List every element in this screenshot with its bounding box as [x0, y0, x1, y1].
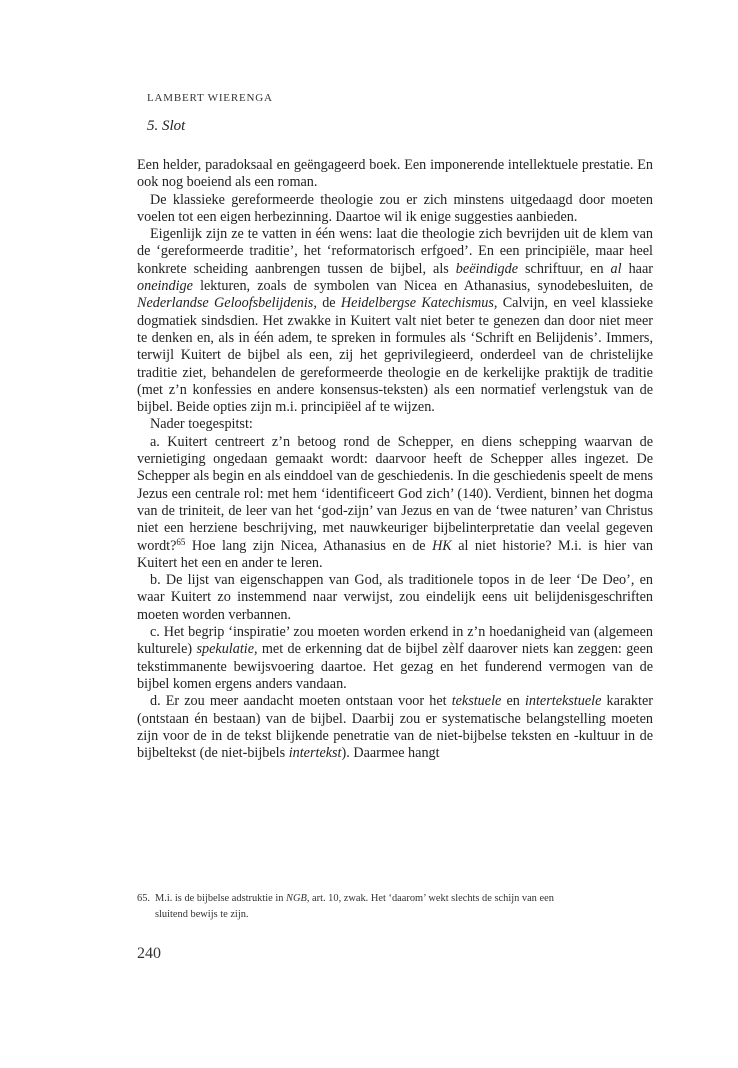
paragraph-intro: Een helder, paradoksaal en geëngageerd boek. Een imponerende intellektuele prestatie. En ook nog boeiend als een roman. [137, 157, 653, 191]
paragraph-point-a: a. Kuitert centreert z’n betoog rond de Schepper, en diens schepping waarvan de vernietiging ongedaan gemaakt wordt: daarvoor heeft de Schepper alles ingezet. De Schepper als begin en als einddoel van de geschiedenis. In die geschiedenis speelt de mens Jezus een centrale rol: met hem ‘identificeert God zich’ (140). Verdient, binnen het dogma van de triniteit, de leer van het ‘god-zijn’ van Jezus en van de ‘twee naturen’ van Christus niet een herziene beschrijving, met nauwkeuriger bijbelinterpretatie dan veelal gegeven wordt?$^{65}$ Hoe lang zijn Nicea, Athanasius en de HK al niet historie? M.i. is hier van Kuitert het een en ander te leren. [137, 433, 653, 571]
paragraph-wish: Eigenlijk zijn ze te vatten in één wens: laat die theologie zich bevrijden uit de klem van de ‘gereformeerde traditie’, het ‘reformatorisch erfgoed’. En een principiële, maar heel konkrete scheiding aanbrengen tussen de bijbel, als beëindigde schriftuur, en al haar oneindige lekturen, zoals de symbolen van Nicea en Athanasius, synodebesluiten, de Nederlandse Geloofsbelijdenis, de Heidelbergse Katechismus, Calvijn, en veel klassieke dogmatiek sindsdien. Het zwakke in Kuitert valt niet beter te genezen dan door niet meer te denken en, als in één adem, te spreken in formules als ‘Schrift en Belijdenis’. Immers, terwijl Kuitert de bijbel als een, zij het geprivilegieerd, onderdeel van de christelijke traditie ziet, behandelen de gereformeerde theologie en de kerkelijke praktijk de traditie (met z’n konfessies en andere konsensus-teksten) als een normatief verlengstuk van de bijbel. Beide opties zijn m.i. principiëel af te wijzen. [137, 226, 653, 416]
page-number: 240 [137, 945, 161, 962]
paragraph-nader: Nader toegespitst: [150, 416, 253, 433]
section-number: 5. [147, 118, 159, 134]
footnote: 65. M.i. is de bijbelse adstruktie in NGB, art. 10, zwak. Het ‘daarom’ wekt slechts de schijn van een sluitend bewijs te zijn. [137, 891, 653, 922]
footnote-number: 65. [137, 893, 150, 904]
footnote-line-2: sluitend bewijs te zijn. [155, 908, 249, 920]
paragraph-point-c: c. Het begrip ‘inspiratie’ zou moeten worden erkend in z’n hoedanigheid van (algemeen kulturele) spekulatie, met de erkenning dat de bijbel zèlf daarover niets kan zeggen: geen tekstimmanente bewijsvoering daartoe. Het gezag en het funderend vermogen van de bijbel komen ergens anders vandaan. [137, 624, 653, 692]
body-text [137, 157, 653, 762]
paragraph-point-d: d. Er zou meer aandacht moeten ontstaan voor het tekstuele en intertekstuele karakter (ontstaan én bestaan) van de bijbel. Daarbij zou er systematische belangstelling moeten zijn voor de in de tekst blijkende penetratie van de niet-bijbelse teksten en -kultuur in de bijbeltekst (de niet-bijbels intertekst). Daarmee hangt [137, 693, 653, 762]
section-title: Slot [162, 118, 186, 134]
paragraph-challenge: De klassieke gereformeerde theologie zou er zich minstens uitgedaagd door moeten voelen tot een eigen herbezinning. Daartoe wil ik enige suggesties aanbieden. [137, 191, 653, 225]
paragraph-point-b: b. De lijst van eigenschappen van God, als traditionele topos in de leer ‘De Deo’, en waar Kuitert zo instemmend naar verwijst, zou eindelijk eens uit belijdenisgeschriften moeten worden verbannen. [137, 572, 653, 623]
running-head: LAMBERT WIERENGA [147, 92, 273, 104]
section-heading [147, 118, 185, 135]
footnote-reference: 65 [176, 536, 186, 547]
